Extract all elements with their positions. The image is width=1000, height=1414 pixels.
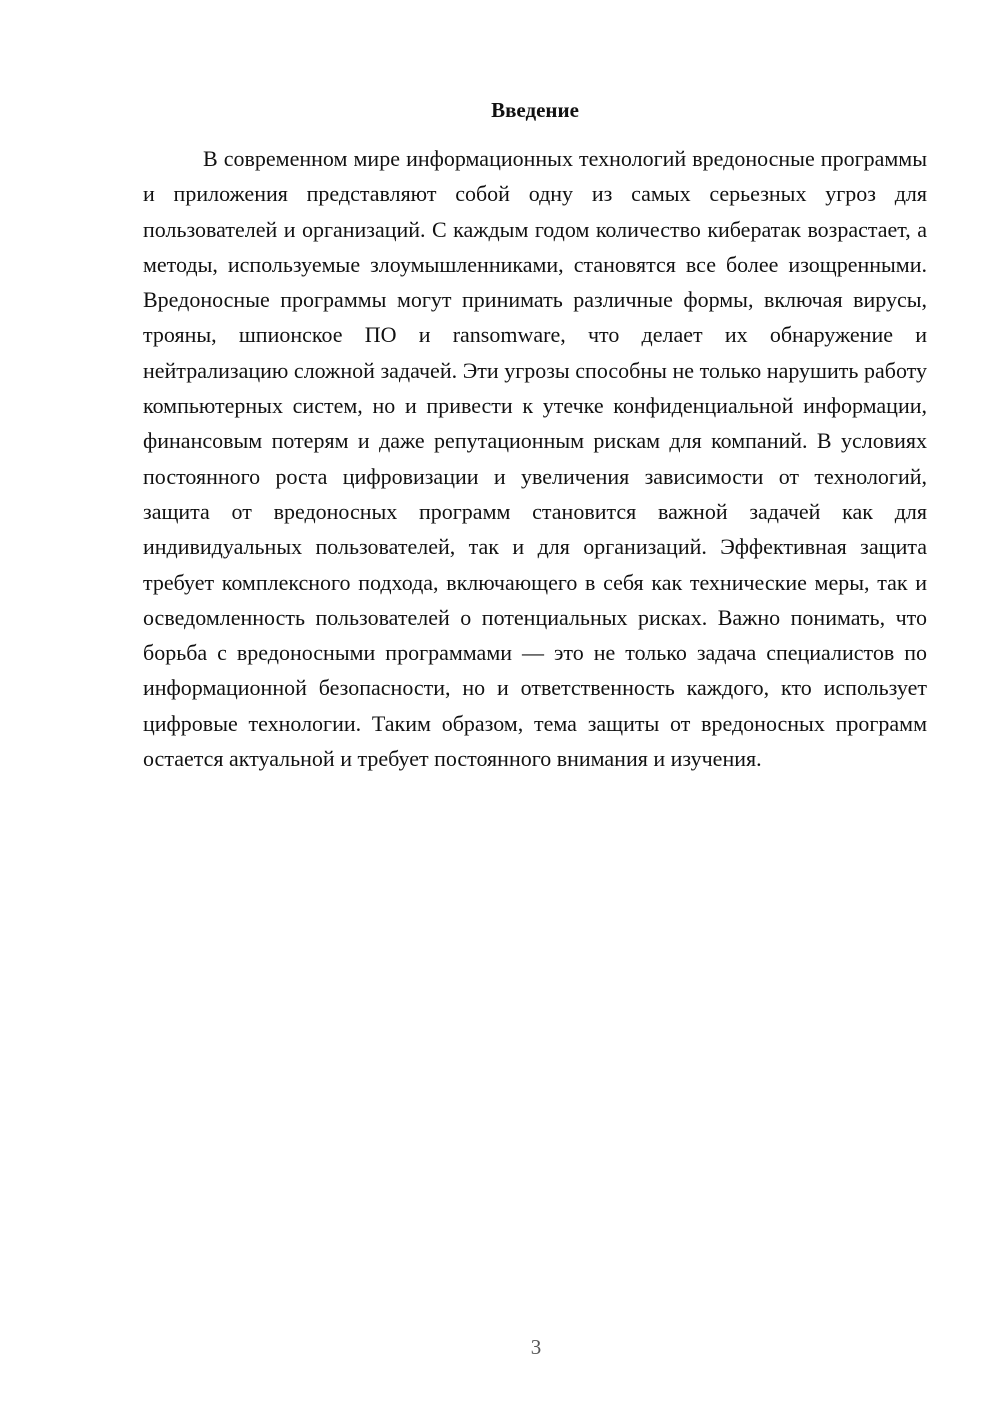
page-number: 3 — [530, 1335, 542, 1359]
intro-paragraph: В современном мире информационных технологий вредоносные программы и приложения представляют собой одну из самых серьезных угроз для пользователей и организаций. С каждым годом количество кибератак возрастает, а методы, используемые злоумышленниками, становятся все более изощренными. Вредоносные программы могут принимать различные формы, включая вирусы, трояны, шпионское ПО и ransomware, что делает их обнаружение и нейтрализацию сложной задачей. Эти угрозы способны не только нарушить работу компьютерных систем, но и привести к утечке конфиденциальной информации, финансовым потерям и даже репутационным рискам для компаний. В условиях постоянного роста цифровизации и увеличения зависимости от технологий, защита от вредоносных программ становится важной задачей как для индивидуальных пользователей, так и для организаций. Эффективная защита требует комплексного подхода, включающего в себя как технические меры, так и осведомленность пользователей о потенциальных рисках. Важно понимать, что борьба с вредоносными программами — это не только задача специалистов по информационной безопасности, но и ответственность каждого, кто использует цифровые технологии. Таким образом, тема защиты от вредоносных программ остается актуальной и требует постоянного внимания и изучения. — [143, 146, 927, 772]
section-heading: Введение — [491, 98, 579, 122]
